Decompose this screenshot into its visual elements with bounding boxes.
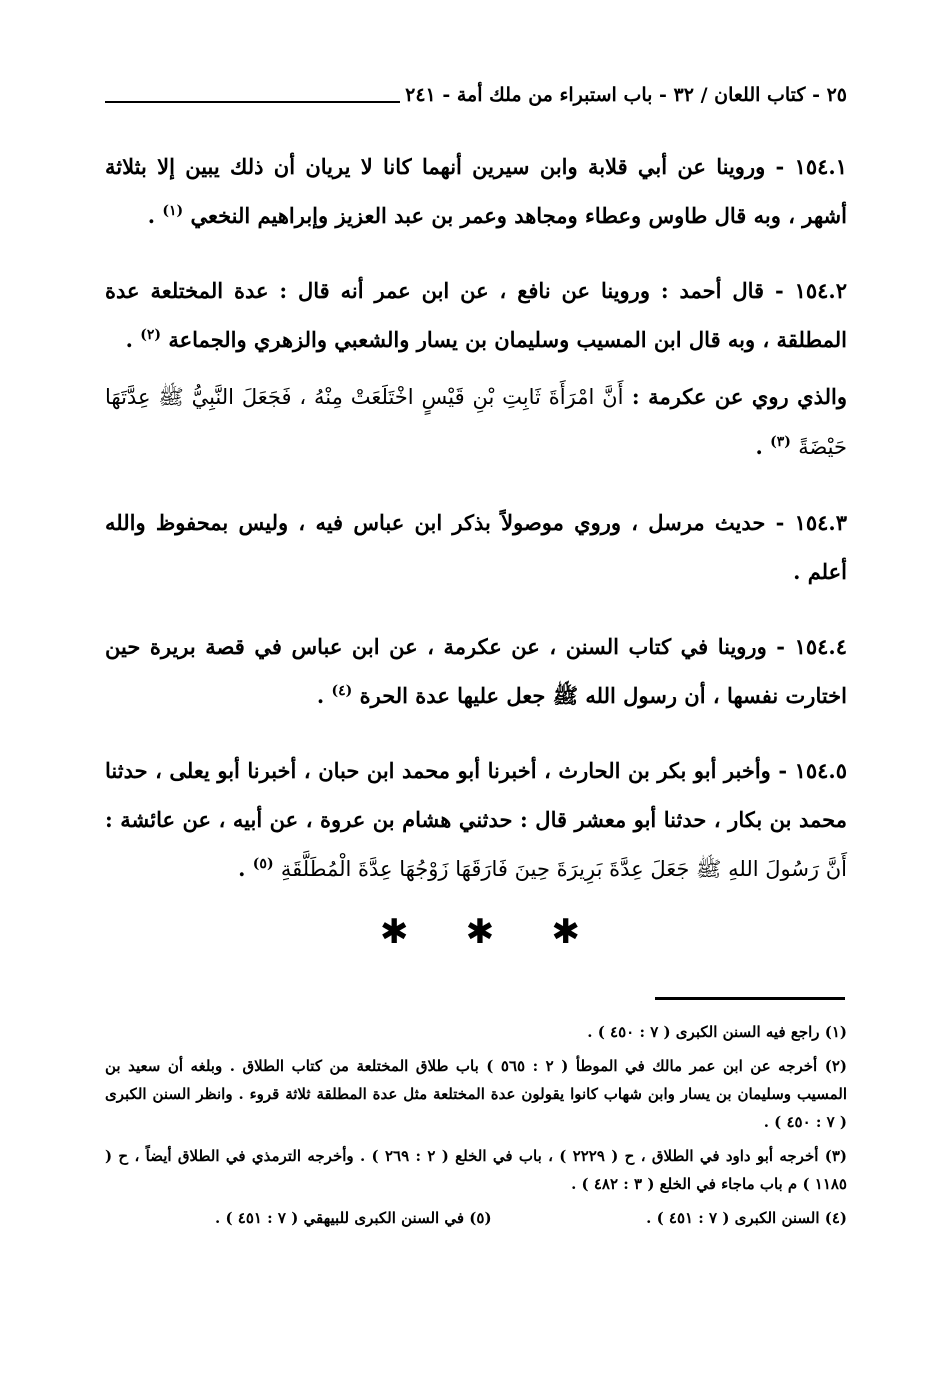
footnote-1: (١) راجع فيه السنن الكبرى ( ٧ : ٤٥٠ ) .: [587, 1023, 847, 1041]
paragraph-number: ١٥٤.٢ -: [774, 278, 847, 303]
footnote-rule: [655, 997, 845, 1000]
paragraph-text: وأخبر أبو بكر بن الحارث ، أخبرنا أبو محمد ابن حبان ، أخبرنا أبو يعلى ، حدثنا محمد بن بكار ، حدثنا أبو معشر قال : حدثني هشام بن عروة ، عن أبيه ، عن عائشة :: [105, 758, 847, 832]
paragraph-end: .: [147, 203, 156, 228]
paragraph-154-4: [105, 622, 847, 720]
paragraph-end: .: [755, 434, 763, 459]
running-title: ٢٥ - كتاب اللعان / ٣٢ - باب استبراء من ملك أمة - ٢٤١: [405, 84, 847, 106]
separator-star-icon: ✱: [465, 912, 495, 952]
paragraph-154-2: [105, 266, 847, 364]
footnote-ref: (٣): [770, 434, 791, 450]
separator-star-icon: ✱: [551, 912, 580, 952]
section-separator: [380, 912, 580, 952]
paragraph-text: وروينا في كتاب السنن ، عن عكرمة ، عن ابن عباس في قصة بريرة حين اختارت نفسها ، أن رسول الله ﷺ جعل عليها عدة الحرة: [105, 634, 847, 708]
paragraph-end: .: [238, 856, 246, 881]
footnote-ref: (٤): [331, 683, 353, 699]
paragraph-text: قال أحمد : وروينا عن نافع ، عن ابن عمر أنه قال : عدة المختلعة عدة المطلقة ، وبه قال ابن المسيب وسليمان بن يسار والشعبي والزهري والجماعة: [105, 278, 847, 352]
footnote-4: (٤) السنن الكبرى ( ٧ : ٤٥١ ) .: [646, 1209, 847, 1227]
paragraph-number: ١٥٤.١ -: [775, 154, 848, 179]
paragraph-154-3: [105, 498, 847, 596]
footnote-5: (٥) في السنن الكبرى للبيهقي ( ٧ : ٤٥١ ) .: [215, 1209, 492, 1227]
footnote-ref: (٢): [140, 327, 162, 343]
paragraph-text: حديث مرسل ، وروي موصولاً بذكر ابن عباس فيه ، وليس بمحفوظ والله أعلم: [105, 510, 847, 584]
paragraph-number: ١٥٤.٣ -: [775, 510, 848, 535]
footnote-3: (٣) أخرجه أبو داود في الطلاق ، ح ( ٢٢٢٩ ) ، باب في الخلع ( ٢ : ٢٦٩ ) . وأخرجه الترمذي في الطلاق أيضاً ، ح ( ١١٨٥ ) م باب ماجاء في الخلع ( ٣ : ٤٨٢ ) .: [105, 1147, 848, 1193]
main-text: [105, 142, 847, 920]
paragraph-ikrima: [105, 372, 847, 472]
header-rule: [105, 101, 400, 103]
separator-star-icon: ✱: [380, 912, 409, 952]
paragraph-text: وروينا عن أبي قلابة وابن سيرين أنهما كانا لا يريان أن ذلك يبين إلا بثلاثة أشهر ، وبه قال طاوس وعطاء ومجاهد وعمر بن عبد العزيز وإبراهيم النخعي: [105, 154, 847, 228]
footnote-2: (٢) أخرجه عن ابن عمر مالك في الموطأ ( ٢ : ٥٦٥ ) باب طلاق المختلعة من كتاب الطلاق . وبلغه أن سعيد بن المسيب وسليمان بن يسار وابن شهاب كانوا يقولون عدة المختلعة مثل عدة المطلقة ثلاثة قروء . وانظر السنن الكبرى ( ٧ : ٤٥٠ ) .: [105, 1057, 847, 1131]
hadith-quote: أَنَّ امْرَأَةَ ثَابِتِ بْنِ قَيْسٍ اخْتَلَعَتْ مِنْهُ ، فَجَعَلَ النَّبِيُّ ﷺ عِدَّتَهَا حَيْضَةً: [105, 385, 847, 459]
footnotes: [105, 1018, 847, 1232]
paragraph-number: ١٥٤.٤ -: [776, 634, 847, 659]
paragraph-end: .: [125, 327, 133, 352]
footnote-ref: (٥): [252, 856, 274, 872]
footnote-row: [105, 1204, 847, 1232]
paragraph-number: ١٥٤.٥ -: [778, 758, 848, 783]
paragraph-154-1: [105, 142, 847, 240]
paragraph-text: والذي روي عن عكرمة :: [631, 384, 847, 409]
paragraph-end: .: [316, 683, 325, 708]
footnote-ref: (١): [162, 203, 184, 219]
paragraph-end: .: [793, 559, 801, 584]
paragraph-154-5: [105, 746, 847, 894]
hadith-quote: أَنَّ رَسُولَ اللهِ ﷺ جَعَلَ عِدَّةَ بَرِيرَةَ حِينَ فَارَقَهَا زَوْجُهَا عِدَّةَ الْمُطَلَّقَةِ: [280, 857, 847, 881]
running-header: [105, 80, 847, 110]
